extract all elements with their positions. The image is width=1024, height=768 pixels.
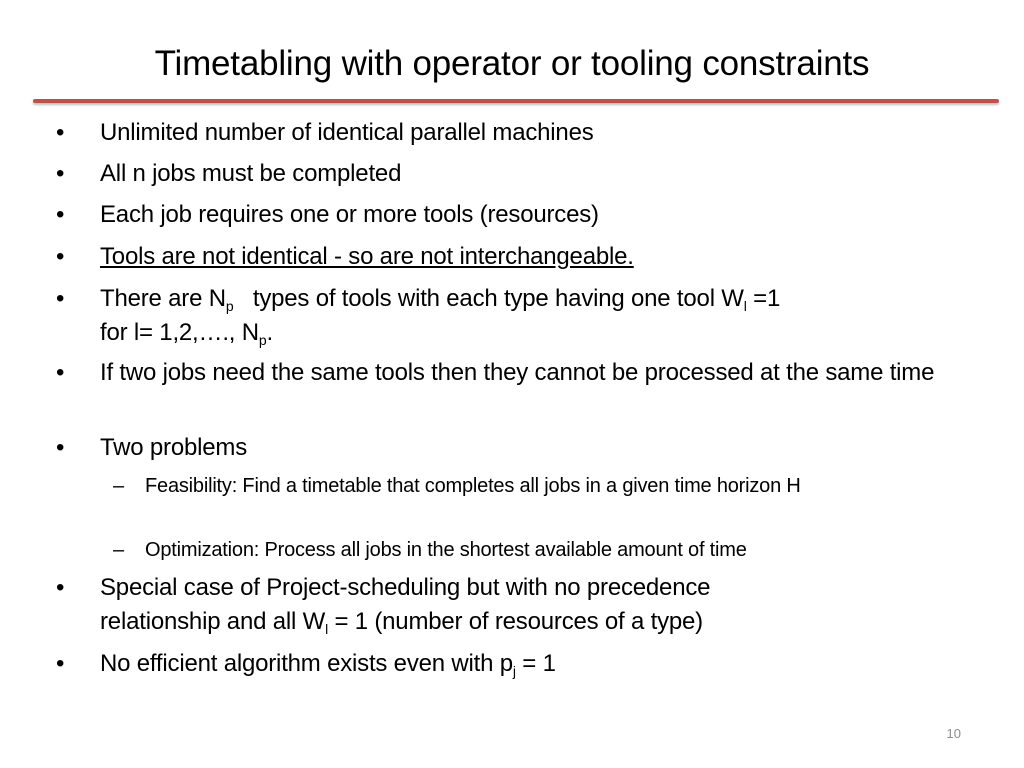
sub-bullet-item <box>113 536 965 565</box>
bullet-text: If two jobs need the same tools then they cannot be processed at the same time <box>100 359 935 386</box>
bullet-marker: • <box>56 574 65 601</box>
bullet-item <box>56 431 960 465</box>
sub-bullet-marker: – <box>113 475 124 497</box>
sub-bullet-item <box>113 472 965 501</box>
bullet-item <box>56 240 960 274</box>
bullet-marker: • <box>56 201 65 228</box>
bullet-item <box>56 157 960 191</box>
bullet-marker: • <box>56 243 65 270</box>
bullet-text: There are $N_p$ types of tools with each type having one tool $W_l =1$ for l= 1,2,…., $N_p$. <box>100 285 781 348</box>
bullet-item <box>56 282 960 350</box>
sub-bullet-text: Optimization: Process all jobs in the shortest available amount of time <box>145 539 747 561</box>
bullet-marker: • <box>56 119 65 146</box>
bullet-item <box>56 647 960 681</box>
bullet-text: Unlimited number of identical parallel machines <box>100 119 594 146</box>
bullet-text: Two problems <box>100 434 247 461</box>
bullet-marker: • <box>56 160 65 187</box>
bullet-text: Special case of Project-scheduling but with no precedence relationship and all $W_l = 1$ (number of resources of a type) <box>100 574 711 637</box>
bullet-text: All n jobs must be completed <box>100 160 402 187</box>
bullet-marker: • <box>56 650 65 677</box>
bullet-text-underlined: Tools are not identical - so are not interchangeable. <box>100 243 634 270</box>
bullet-marker: • <box>56 285 65 312</box>
title-divider <box>33 99 999 103</box>
bullet-text: Each job requires one or more tools (resources) <box>100 201 599 228</box>
slide-title: Timetabling with operator or tooling constraints <box>154 44 870 83</box>
bullet-marker: • <box>56 359 65 386</box>
bullet-item <box>56 116 960 150</box>
bullet-marker: • <box>56 434 65 461</box>
bullet-item <box>56 198 960 232</box>
bullet-item <box>56 571 960 639</box>
bullet-text: No efficient algorithm exists even with $p_j = 1$ <box>100 650 556 679</box>
sub-bullet-marker: – <box>113 539 124 561</box>
bullet-item <box>56 356 960 390</box>
sub-bullet-text: Feasibility: Find a timetable that completes all jobs in a given time horizon H <box>145 475 801 497</box>
page-number: 10 <box>946 726 961 741</box>
